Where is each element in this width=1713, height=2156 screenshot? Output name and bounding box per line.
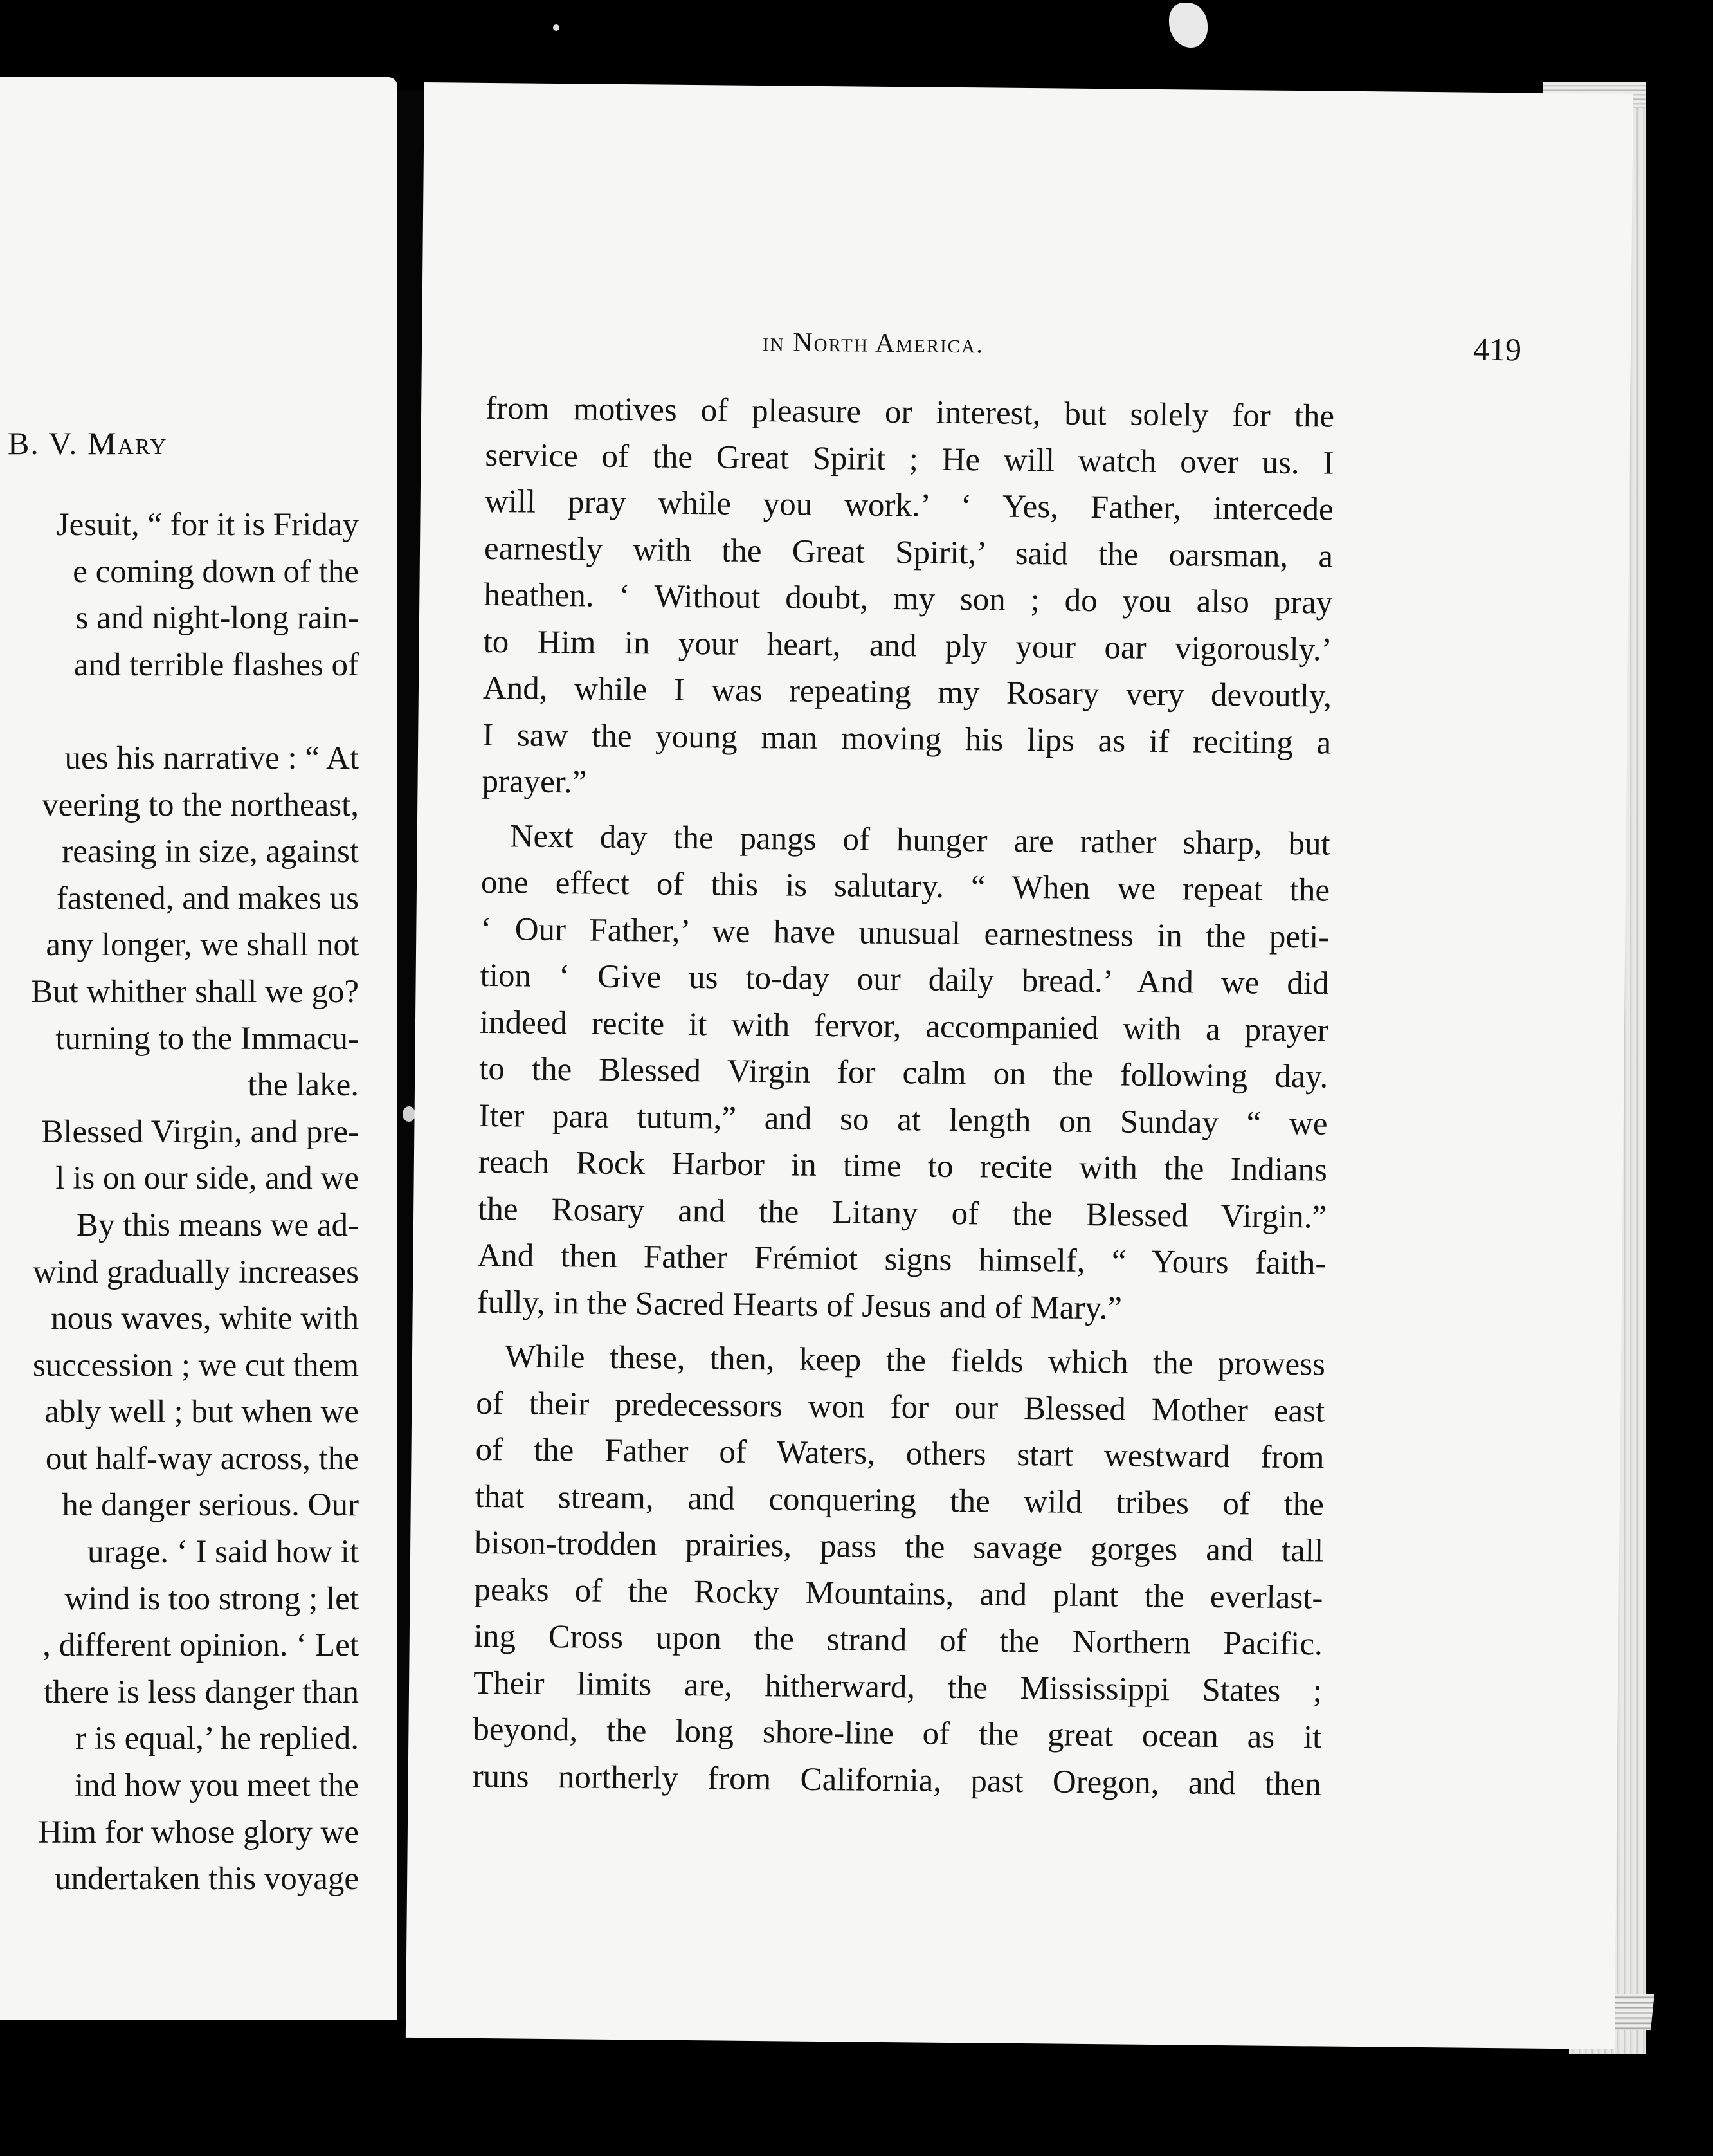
text-line: Their limits are, hitherward, the Mississippi States ;: [473, 1665, 1323, 1710]
dust-speck: [553, 24, 559, 31]
text-line: the lake.: [248, 1067, 359, 1104]
text-line: Jesuit, “ for it is Friday: [56, 507, 359, 543]
text-line: urage. ‘ I said how it: [87, 1534, 359, 1571]
text-line: to the Blessed Virgin for calm on the following day.: [479, 1050, 1328, 1095]
text-line: he danger serious. Our: [62, 1487, 359, 1524]
text-line: Next day the pangs of hunger are rather sharp, but: [509, 818, 1330, 863]
dust-speck: [1169, 3, 1208, 48]
text-line: earnestly with the Great Spirit,’ said the oarsman, a: [484, 530, 1334, 575]
binding-mark: [403, 1106, 415, 1122]
text-line: By this means we ad-: [76, 1207, 359, 1243]
text-line: runs northerly from California, past Oregon, and then: [472, 1758, 1321, 1803]
right-page: [406, 82, 1633, 2049]
text-line: fastened, and makes us: [56, 880, 359, 917]
text-line: of the Father of Waters, others start westward from: [475, 1431, 1325, 1476]
text-line: Iter para tutum,” and so at length on Sunday “ we: [478, 1097, 1328, 1142]
text-line: ind how you meet the: [75, 1768, 359, 1804]
text-line: bison-trodden prairies, pass the savage gorges and tall: [474, 1524, 1324, 1569]
text-line: ues his narrative : “ At: [64, 740, 359, 776]
text-line: wind gradually increases: [33, 1254, 359, 1290]
text-line: of their predecessors won for our Blessed Mother east: [476, 1385, 1325, 1430]
left-page-body: [0, 502, 359, 1903]
text-line: ‘ Our Father,’ we have unusual earnestness in the peti-: [480, 911, 1330, 956]
text-line: there is less danger than: [43, 1674, 359, 1710]
text-line: to Him in your heart, and ply your oar vigorously.’: [483, 623, 1332, 668]
text-line: indeed recite it with fervor, accompanied with a prayer: [479, 1004, 1329, 1049]
text-line: reach Rock Harbor in time to recite with the Indians: [478, 1144, 1328, 1189]
text-line: , different opinion. ‘ Let: [42, 1627, 359, 1664]
text-line: I saw the young man moving his lips as if reciting a: [482, 717, 1332, 762]
left-page: [0, 77, 397, 2020]
text-line: nous waves, white with: [51, 1301, 359, 1337]
text-line: beyond, the long shore-line of the great ocean as it: [473, 1711, 1322, 1756]
text-line: and terrible flashes of: [73, 646, 359, 683]
text-line: the Rosary and the Litany of the Blessed Virgin.”: [477, 1191, 1327, 1236]
text-line: And, while I was repeating my Rosary very devoutly,: [482, 670, 1332, 715]
text-line: wind is too strong ; let: [64, 1580, 359, 1617]
text-line: e coming down of the: [73, 553, 359, 590]
text-line: prayer.”: [482, 763, 587, 801]
text-line: l is on our side, and we: [55, 1160, 359, 1197]
text-line: fully, in the Sacred Hearts of Jesus and of Mary.”: [476, 1284, 1123, 1327]
text-line: heathen. ‘ Without doubt, my son ; do you also pray: [484, 576, 1333, 621]
text-line: succession ; we cut them: [32, 1347, 359, 1384]
text-line: peaks of the Rocky Mountains, and plant the everlast-: [474, 1571, 1323, 1616]
text-line: that stream, and conquering the wild tribes of the: [475, 1478, 1325, 1523]
text-line: out half-way across, the: [45, 1440, 359, 1477]
text-line: undertaken this voyage: [54, 1861, 359, 1897]
page-body: [472, 385, 1334, 1808]
text-line: While these, then, keep the fields which the prowess: [504, 1338, 1326, 1383]
text-line: s and night-long rain-: [75, 600, 359, 637]
text-line: will pray while you work.’ ‘ Yes, Father, intercede: [484, 483, 1334, 528]
text-line: ing Cross upon the strand of the Northern Pacific.: [473, 1618, 1323, 1663]
text-line: tion ‘ Give us to-day our daily bread.’ And we did: [480, 957, 1329, 1002]
text-line: from motives of pleasure or interest, but solely for the: [485, 390, 1335, 435]
text-line: [0, 688, 359, 735]
text-line: veering to the northeast,: [42, 787, 359, 823]
text-line: service of the Great Spirit ; He will watch over us. I: [485, 437, 1334, 482]
text-line: Him for whose glory we: [38, 1814, 359, 1850]
text-line: And then Father Frémiot signs himself, “ Yours faith-: [477, 1237, 1327, 1282]
text-line: But whither shall we go?: [31, 973, 359, 1010]
text-line: one effect of this is salutary. “ When we repeat the: [480, 864, 1330, 909]
text-line: r is equal,’ he replied.: [75, 1721, 359, 1757]
text-line: turning to the Immacu-: [55, 1020, 359, 1057]
text-line: reasing in size, against: [62, 834, 359, 870]
running-head: in North America.: [762, 327, 984, 360]
left-running-head: B. V. Mary: [8, 425, 168, 461]
text-line: Blessed Virgin, and pre-: [41, 1113, 359, 1150]
text-line: any longer, we shall not: [46, 927, 359, 964]
text-line: ably well ; but when we: [44, 1394, 359, 1430]
page-number: 419: [1473, 331, 1522, 368]
